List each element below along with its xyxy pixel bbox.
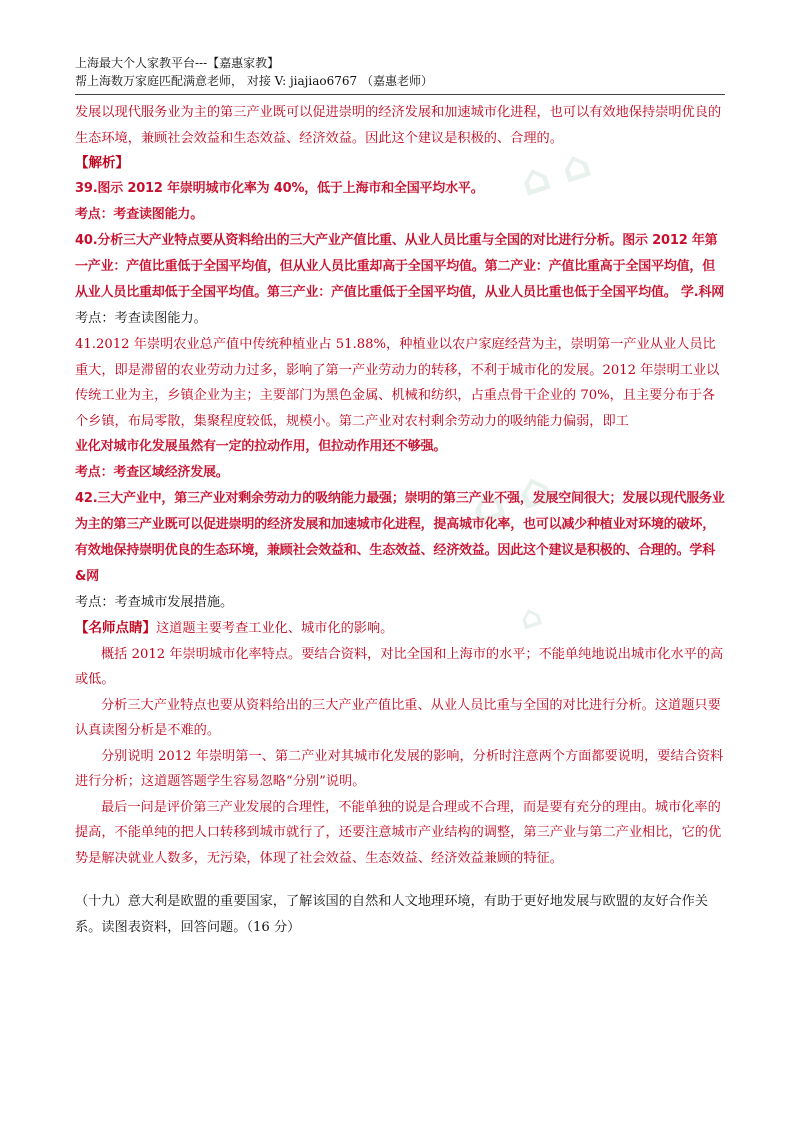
analysis-heading: 【解析】 <box>75 155 129 171</box>
question-39-explanation: 39.图示 2012 年崇明城市化率为 40%，低于上海市和全国平均水平。 <box>75 181 484 196</box>
page-header <box>75 54 725 90</box>
question-40-kaodian: 考点：考查读图能力。 <box>75 311 207 326</box>
teacher-tip-paragraph-2: 分析三大产业特点也要从资料给出的三大产业产值比重、从业人员比重与全国的对比进行分析。这道题只要认真读图分析是不难的。 <box>75 697 721 738</box>
answer-paragraph: 发展以现代服务业为主的第三产业既可以促进崇明的经济发展和加速城市化进程，也可以有效地保持崇明优良的生态环境，兼顾社会效益和生态效益、经济效益。因此这个建议是积极的、合理的。 <box>75 105 722 146</box>
teacher-tip-label: 【名师点睛】 <box>75 620 156 636</box>
header-line-1: 上海最大个人家教平台---【嘉惠家教】 <box>75 56 280 70</box>
teacher-tip-paragraph-3: 分别说明 2012 年崇明第一、第二产业对其城市化发展的影响，分析时注意两个方面都要说明，要结合资料进行分析；这道题答题学生容易忽略“分别”说明。 <box>75 748 724 789</box>
question-42-explanation: 42.三大产业中，第三产业对剩余劳动力的吸纳能力最强；崇明的第三产业不强，发展空间很大；发展以现代服务业为主的第三产业既可以促进崇明的经济发展和加速城市化进程，提高城市化率，也可以减少种植业对环境的破坏，有效地保持崇明优良的生态环境，兼顾社会效益和、生态效益、经济效益。因此这个建议是积极的、合理的。学科&网 <box>75 491 725 584</box>
question-41-explanation-continued: 业化对城市化发展虽然有一定的拉动作用，但拉动作用还不够强。 <box>75 439 447 454</box>
watermark-decoration: ⌂ ⌂ <box>463 458 559 536</box>
main-content <box>75 100 725 941</box>
watermark-decoration: ⌂ ⌂ <box>514 140 597 206</box>
header-divider <box>75 94 725 95</box>
question-42-kaodian: 考点：考查城市发展措施。 <box>75 595 234 610</box>
teacher-tip-text: 这道题主要考查工业化、城市化的影响。 <box>156 621 394 636</box>
header-line-2: 帮上海数万家庭匹配满意老师， 对接 V: jiajiao6767 （嘉惠老师） <box>75 74 433 88</box>
question-41-kaodian: 考点：考查区域经济发展。 <box>75 465 229 480</box>
question-41-explanation: 41.2012 年崇明农业总产值中传统种植业占 51.88%，种植业以农户家庭经营为主，崇明第一产业从业人员比重大，即是滞留的农业劳动力过多，影响了第一产业劳动力的转移，不利于城市化的发展。2012 年崇明工业以传统工业为主，乡镇企业为主；主要部门为黑色金属、机械和纺织，占重点骨干企业的 70%，且主要分布于各个乡镇，布局零散，集聚程度较低，规模小。第二产业对农村剩余劳动力的吸纳能力偏弱，即工 <box>75 337 720 429</box>
question-19-prompt: （十九）意大利是欧盟的重要国家，了解该国的自然和人文地理环境，有助于更好地发展与欧盟的友好合作关系。读图表资料，回答问题。（16 分） <box>75 894 708 935</box>
watermark-decoration: ⌂ <box>515 597 547 638</box>
teacher-tip-intro <box>75 616 725 642</box>
teacher-tip-paragraph-1: 概括 2012 年崇明城市化率特点。要结合资料，对比全国和上海市的水平；不能单纯地说出城市化水平的高或低。 <box>75 646 724 687</box>
teacher-tip-paragraph-4: 最后一问是评价第三产业发展的合理性，不能单独的说是合理或不合理，而是要有充分的理由。城市化率的提高，不能单纯的把人口转移到城市就行了，还要注意城市产业结构的调整，第三产业与第二产业相比，它的优势是解决就业人数多，无污染，体现了社会效益、生态效益、经济效益兼顾的特征。 <box>75 799 722 866</box>
question-40-explanation: 40.分析三大产业特点要从资料给出的三大产业产值比重、从业人员比重与全国的对比进行分析。图示 2012 年第一产业：产值比重低于全国平均值，但从业人员比重却高于全国平均值。第二产业：产值比重高于全国平均值，但从业人员比重却低于全国平均值。第三产业：产值比重低于全国平均值，从业人员比重也低于全国平均值。 学.科网 <box>75 233 725 300</box>
question-39-kaodian: 考点：考查读图能力。 <box>75 207 204 222</box>
